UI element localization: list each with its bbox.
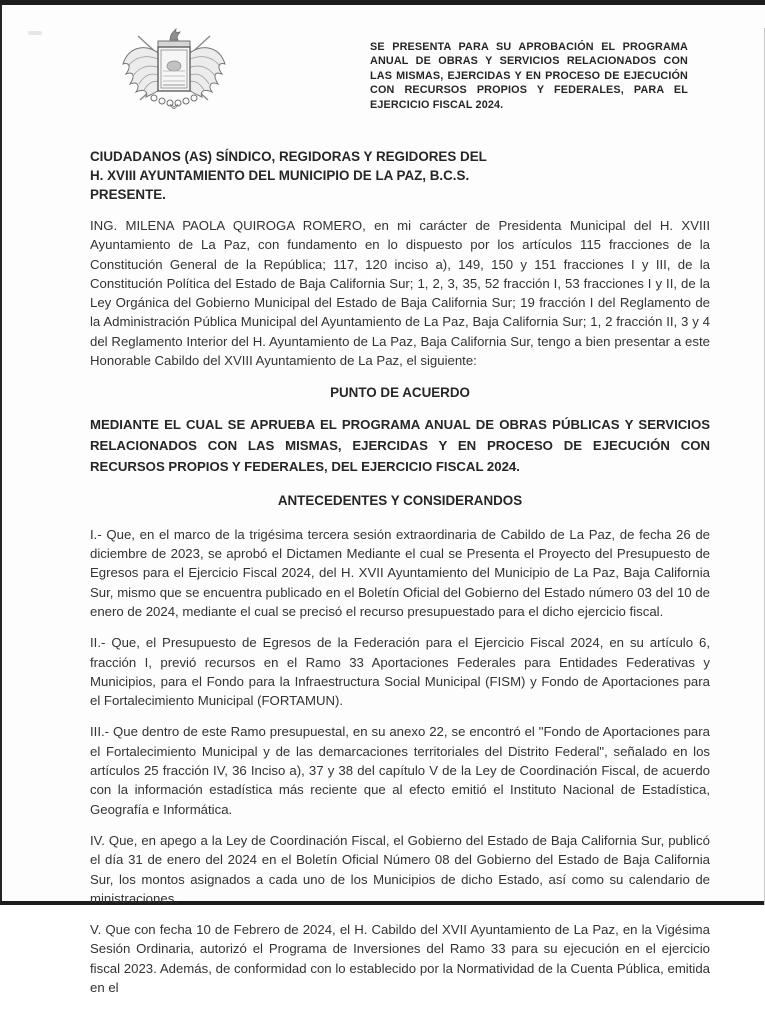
scan-smudge bbox=[28, 31, 42, 35]
heading-antecedentes: ANTECEDENTES Y CONSIDERANDOS bbox=[277, 492, 523, 508]
consideration-4: IV. Que, en apego a la Ley de Coordinación Fiscal, el Gobierno del Estado de Baja California Sur, publicó el día 31 de enero del 2024 en el Boletín Oficial Número 08 del Gobierno del Estado de Baja California Sur, los montos asignados a cada uno de los Municipios de dicho Estado, así como su calendario de ministraciones. bbox=[90, 832, 710, 906]
consideration-2: II.- Que, el Presupuesto de Egresos de la Federación para el Ejercicio Fiscal 2024, en su artículo 6, fracción I, previó recursos en el Ramo 33 Aportaciones Federales para Entidades Federativas y Municipios, para el Fondo para la Infraestructura Social Municipal (FISM) y Fondo de Aportaciones para el Fortalecimiento Municipal (FORTAMUN). bbox=[90, 635, 710, 709]
approval-summary-note: SE PRESENTA PARA SU APROBACIÓN EL PROGRAMA ANUAL DE OBRAS Y SERVICIOS RELACIONADOS CON LAS MISMAS, EJERCIDAS Y EN PROCESO DE EJECUCIÓN CON RECURSOS PROPIOS Y FEDERALES, PARA EL EJERCICIO FISCAL 2024. bbox=[370, 41, 688, 111]
scan-edge-left bbox=[0, 4, 2, 905]
coat-of-arms-icon bbox=[118, 24, 230, 114]
scan-edge-top bbox=[0, 0, 765, 5]
addressee-line-1: CIUDADANOS (AS) SÍNDICO, REGIDORAS Y REGIDORES DEL bbox=[90, 149, 487, 164]
addressee-line-3: PRESENTE. bbox=[90, 187, 166, 202]
addressee-line-2: H. XVIII AYUNTAMIENTO DEL MUNICIPIO DE LA PAZ, B.C.S. bbox=[90, 168, 470, 183]
intro-paragraph: ING. MILENA PAOLA QUIROGA ROMERO, en mi carácter de Presidenta Municipal del H. XVIII Ayuntamiento de La Paz, con fundamento en lo dispuesto por los artículos 115 fracciones de la Constitución General de la República; 117, 120 inciso a), 149, 150 y 151 fracciones I y III, de la Constitución Política del Estado de Baja California Sur; 1, 2, 3, 35, 52 fracción I, 53 fracciones I y II, de la Ley Orgánica del Gobierno Municipal del Estado de Baja California Sur; 19 fracción I del Reglamento de la Administración Pública Municipal del Ayuntamiento de La Paz, Baja California Sur; 1, 2 fracción II, 3 y 4 del Reglamento Interior del H. Ayuntamiento de La Paz, Baja California Sur, tengo a bien presentar a este Honorable Cabildo del XVIII Ayuntamiento de La Paz, el siguiente: bbox=[90, 218, 710, 369]
consideration-3: III.- Que dentro de este Ramo presupuestal, en su anexo 22, se encontró el "Fondo de Aportaciones para el Fortalecimiento Municipal y de las demarcaciones territoriales del Distrito Federal", señalado en los artículos 25 fracción IV, 36 Inciso a), 37 y 38 del capítulo V de la Ley de Coordinación Fiscal, de acuerdo con la información estadística más reciente que al efecto emitió el Instituto Nacional de Estadística, Geografía e Informática. bbox=[90, 724, 710, 817]
heading-punto-de-acuerdo: PUNTO DE ACUERDO bbox=[330, 385, 470, 401]
decree-paragraph: MEDIANTE EL CUAL SE APRUEBA EL PROGRAMA ANUAL DE OBRAS PÚBLICAS Y SERVICIOS RELACIONADOS CON LAS MISMAS, EJERCIDAS Y EN PROCESO DE EJECUCIÓN CON RECURSOS PROPIOS Y FEDERALES, DEL EJERCICIO FISCAL 2024. bbox=[90, 417, 710, 474]
consideration-5: V. Que con fecha 10 de Febrero de 2024, el H. Cabildo del XVII Ayuntamiento de La Paz, en la Vigésima Sesión Ordinaria, autorizó el Programa de Inversiones del Ramo 33 para su ejecución en el ejercicio fiscal 2023. Además, de conformidad con lo establecido por la Normatividad de la Cuenta Pública, emitida en el bbox=[90, 922, 710, 995]
document-body bbox=[90, 147, 710, 1009]
addressee-block bbox=[90, 147, 710, 204]
consideration-1: I.- Que, en el marco de la trigésima tercera sesión extraordinaria de Cabildo de La Paz, de fecha 26 de diciembre de 2023, se aprobó el Dictamen Mediante el cual se Presenta el Proyecto del Presupuesto de Egresos para el Ejercicio Fiscal 2024, del H. XVII Ayuntamiento del Municipio de La Paz, Baja California Sur, mismo que se encuentra publicado en el Boletín Oficial del Gobierno del Estado número 03 del 10 de enero de 2024, mediante el cual se precisó el recurso presupuestado para el dicho ejercicio fiscal. bbox=[90, 526, 710, 619]
